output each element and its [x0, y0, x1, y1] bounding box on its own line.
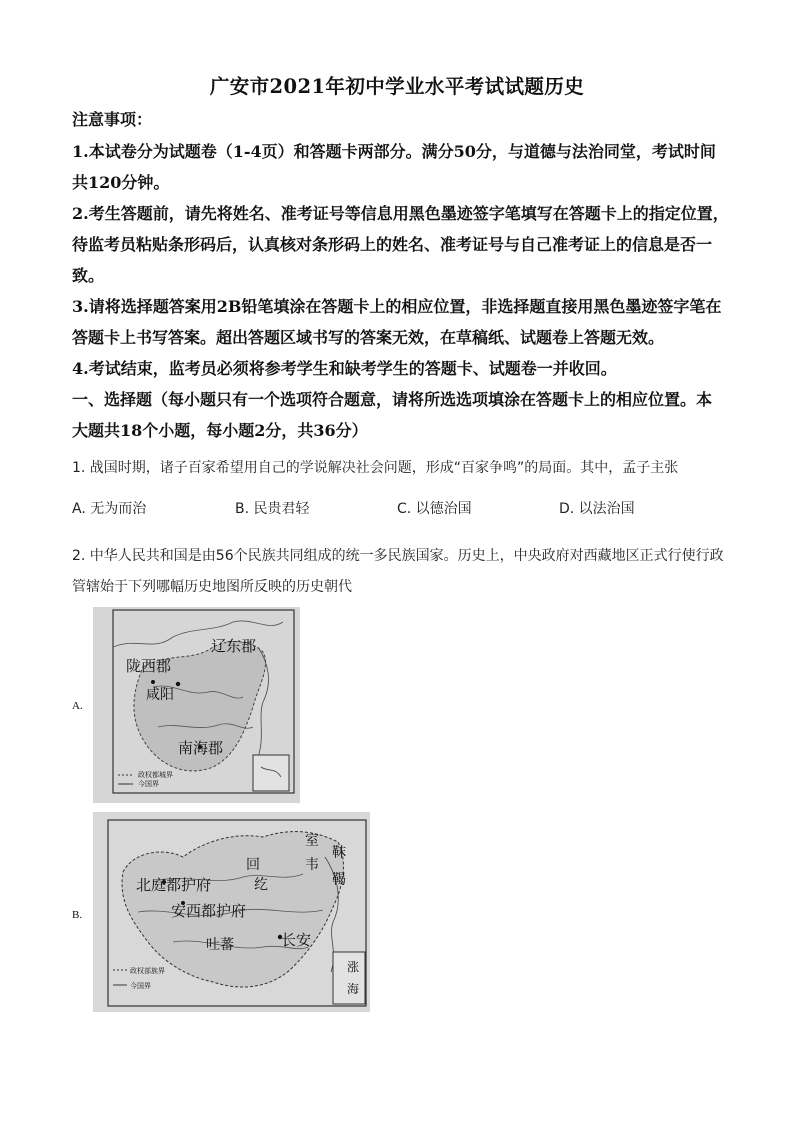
place-label: 纥 — [254, 877, 268, 893]
place-label: 室 — [305, 833, 319, 849]
question-2-stem: 管辖始于下列哪幅历史地图所反映的历史朝代 — [72, 579, 352, 595]
question-2-stem: 2. 中华人民共和国是由56个民族共同组成的统一多民族国家。历史上，中央政府对西藏地区正式行使行政 — [72, 548, 724, 564]
place-label: 鞨 — [332, 872, 346, 888]
notice-heading: 注意事项： — [72, 110, 153, 129]
legend-label: 政权部族界 — [130, 967, 165, 975]
legend-label: 政权都城界 — [138, 771, 173, 779]
place-label: 北庭都护府 — [136, 876, 212, 894]
map-a-option-label[interactable]: A. — [72, 700, 83, 712]
map-b-option-label[interactable]: B. — [72, 909, 83, 921]
option-a[interactable]: A. 无为而治 — [72, 501, 147, 517]
place-label: 长安 — [281, 931, 312, 949]
option-c[interactable]: C. 以德治国 — [397, 501, 472, 517]
option-d[interactable]: D. 以法治国 — [559, 501, 635, 517]
place-label: 韦 — [305, 857, 319, 873]
notice-line: 共120分钟。 — [72, 173, 170, 192]
notice-line: 2.考生答题前，请先将姓名、准考证号等信息用黑色墨迹签字笔填写在答题卡上的指定位置， — [72, 204, 729, 223]
notice-line: 待监考员粘贴条形码后，认真核对条形码上的姓名、准考证号与自己准考证上的信息是否一 — [72, 235, 713, 254]
section-heading: 大题共18个小题，每小题2分，共36分） — [72, 421, 368, 440]
notice-line: 3.请将选择题答案用2B铅笔填涂在答题卡上的相应位置，非选择题直接用黑色墨迹签字笔在 — [72, 297, 722, 316]
question-1-stem: 1. 战国时期，诸子百家希望用自己的学说解决社会问题，形成“百家争鸣”的局面。其中，孟子主张 — [72, 460, 679, 476]
place-label: 安西都护府 — [171, 902, 247, 920]
notice-line: 1.本试卷分为试题卷（1-4页）和答题卡两部分。满分50分，与道德与法治同堂，考试时间 — [72, 142, 716, 161]
place-label: 辽东郡 — [211, 637, 257, 655]
place-label: 回 — [246, 857, 260, 873]
map-a — [93, 607, 300, 803]
page-title: 广安市2021年初中学业水平考试试题历史 — [209, 75, 585, 98]
place-label: 吐蕃 — [206, 937, 234, 953]
map-b — [93, 812, 370, 1012]
legend-label: 今国界 — [138, 780, 159, 788]
legend-label: 今国界 — [130, 982, 151, 990]
option-b[interactable]: B. 民贵君轻 — [235, 501, 310, 517]
place-label: 南海郡 — [178, 739, 224, 757]
place-label: 靺 — [332, 845, 346, 861]
notice-line: 致。 — [72, 266, 105, 285]
map-a-graphic — [93, 607, 300, 803]
place-label: 涨 — [347, 960, 360, 974]
notice-line: 4.考试结束，监考员必须将参考学生和缺考学生的答题卡、试题卷一并收回。 — [72, 359, 617, 378]
section-heading: 一、选择题（每小题只有一个选项符合题意，请将所选选项填涂在答题卡上的相应位置。本 — [72, 390, 713, 409]
place-label: 陇西郡 — [126, 657, 172, 675]
notice-line: 答题卡上书写答案。超出答题区域书写的答案无效，在草稿纸、试题卷上答题无效。 — [72, 328, 665, 347]
place-label: 海 — [347, 982, 360, 996]
place-label: 咸阳 — [146, 687, 174, 703]
